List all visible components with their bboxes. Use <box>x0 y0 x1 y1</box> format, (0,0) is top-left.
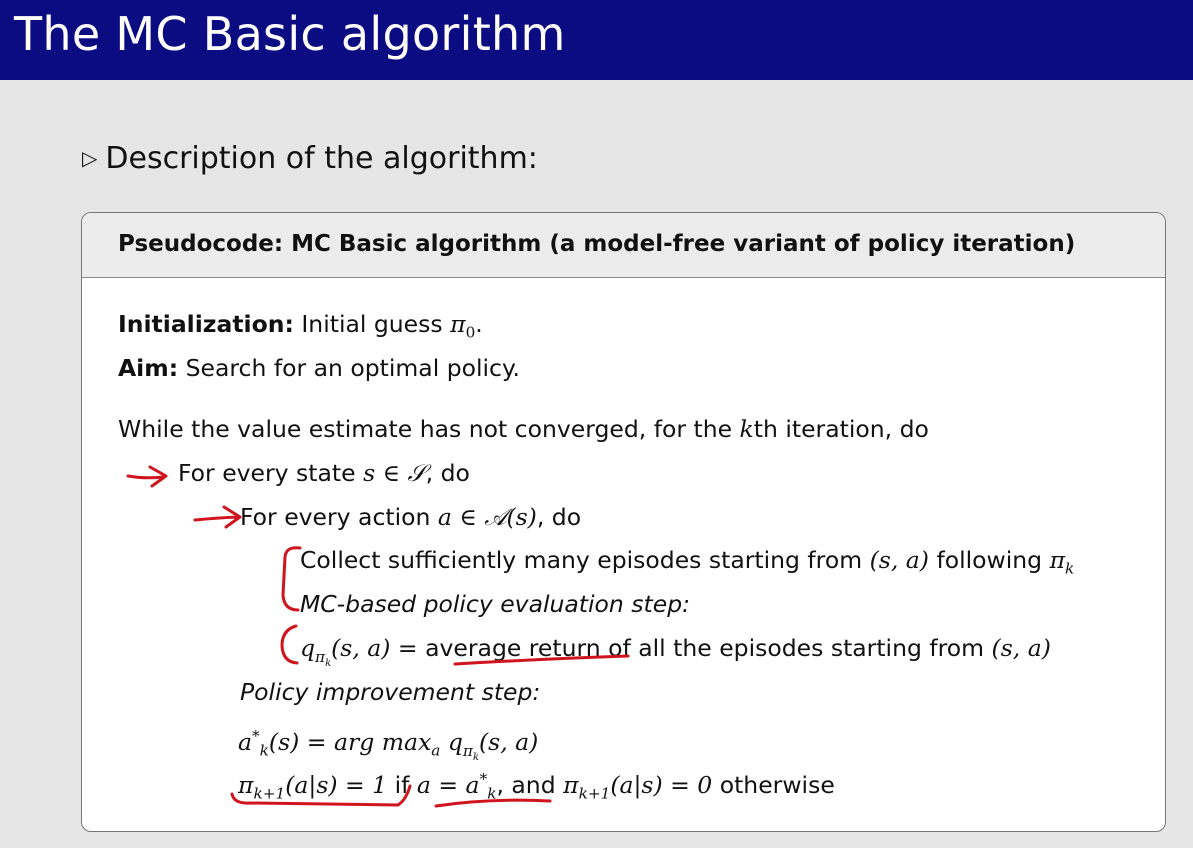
pseudocode-heading: Pseudocode: MC Basic algorithm (a model-free variant of policy iteration) <box>118 231 1076 257</box>
improvement-step-label: Policy improvement step: <box>240 678 541 706</box>
aim-text: Search for an optimal policy. <box>185 354 521 382</box>
slide-title: The MC Basic algorithm <box>14 7 566 61</box>
init-text: Initial guess <box>301 310 443 338</box>
average-return-text: average return <box>425 634 601 662</box>
underline-average-return-icon <box>455 656 628 664</box>
evaluation-step-label: MC-based policy evaluation step: <box>300 590 691 618</box>
underline-a-star-icon <box>436 800 550 806</box>
q-value-line: $q_{\pi_k}(s$, a) = average return of all the episodes starting from (s, a) <box>300 634 1051 669</box>
arrow-state-icon <box>128 467 166 486</box>
arrow-action-icon <box>195 507 240 527</box>
bullet-text: Description of the algorithm: <box>105 141 538 176</box>
init-label: Initialization: <box>118 310 294 338</box>
while-line: While the value estimate has not converged, for the kth iteration, do <box>118 415 929 443</box>
action-loop-line: For every action a ∈ 𝒜(s), do <box>240 503 582 531</box>
state-loop-line: For every state s ∈ 𝒮, do <box>178 459 470 487</box>
policy-update-line: $\pi_{k+1}(a|s) = 1$ if $a = a^*_k$, and $\pi_{k+1}(a|s) = 0$ otherwise <box>238 770 835 803</box>
argmax-line: $a^*_k(s)$ = arg $\max_a q_{\pi_k}(s$, a) <box>238 727 539 763</box>
underline-pi-icon <box>232 786 410 805</box>
brace-collect-icon <box>283 548 300 610</box>
triangle-bullet-icon: ▷ <box>82 146 98 170</box>
brace-q-icon <box>282 626 297 663</box>
aim-label: Aim: <box>118 354 179 382</box>
collect-line: Collect sufficiently many episodes starting from (s, a) following $\pi_k$ <box>300 546 1075 578</box>
init-line: Initialization: Initial guess $\pi_0$. <box>118 310 483 342</box>
